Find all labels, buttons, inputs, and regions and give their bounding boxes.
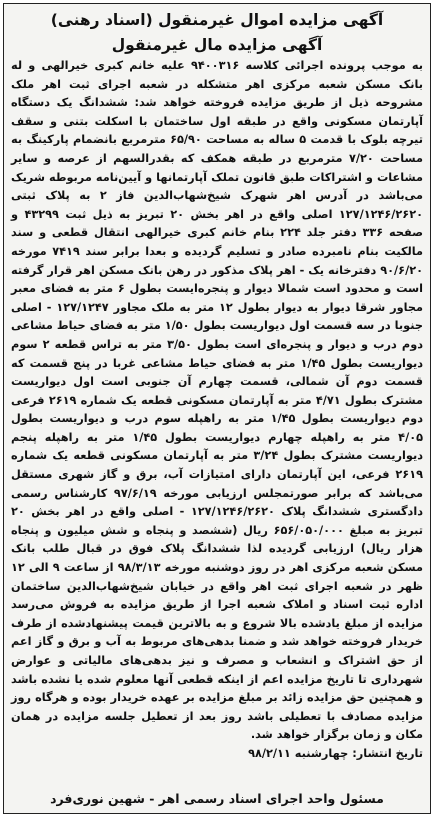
- auction-notice: [3, 3, 431, 814]
- notice-title-main: آگهی مزایده اموال غیرمنقول (اسناد رهنی): [50, 11, 384, 29]
- publication-date: تاریخ انتشار: چهارشنبه ۹۸/۲/۱۱: [248, 746, 423, 760]
- notice-body: به موجب پرونده اجرائی کلاسه ۹۴۰۰۳۱۶ علیه خانم کبری خیرالهی و له بانک مسکن شعبه مرکزی اهر متشکله در شعبه اجرای ثبت اهر ملک مشروحه ذیل از طریق مزایده فروخته خواهد شد: ششدانگ یک دستگاه آپارتمان مسکونی واقع در طبقه اول ساختمان با اسکلت بتنی و سقف تیرچه بلوک با قدمت ۵ ساله به مساحت ۶۵/۹۰ مترمربع بانضمام پارکینگ به مساحت ۷/۲۰ مترمربع در طبقه همکف که بقدرالسهم از عرصه و سایر مشاعات و اشتراکات طبق قانون تملک آپارتمانها و آیین‌نامه مربوطه شریک می‌باشد در آدرس اهر شهرک شیخ‌شهاب‌الدین فاز ۲ به پلاک ثبتی ۱۲۷/۱۲۴۶/۲۶۲۰ اصلی واقع در اهر بخش ۲۰ تبریز به ذیل ثبت ۴۳۲۹۹ و صفحه ۳۳۶ دفتر جلد ۲۲۴ بنام خانم کبری خیرالهی انتقال قطعی و سند مالکیت بنام نامبرده صادر و تسلیم گردیده و بعدا برابر سند ۷۴۱۹ مورخه ۹۰/۶/۲۰ دفترخانه یک - اهر پلاک مذکور در رهن بانک مسکن اهر قرار گرفته است و محدود است شمالا دیوار و پنجره‌ایست بطول ۶ متر به فضای معبر مجاور شرقا دیوار به دیوار بطول ۱۲ متر به ملک مجاور ۱۲۷/۱۲۴۷ - اصلی جنوبا در سه قسمت اول دیواریست بطول ۱/۵۰ متر به فضای حیاط مشاعی دوم درب و دیوار و پنجره‌ای است بطول ۳/۵۰ متر به تراس قطعه ۲ سوم دیواریست بطول ۱/۴۵ متر به فضای حیاط مشاعی غربا در پنج قسمت که قسمت دوم آن شمالی، قسمت چهارم آن جنوبی است اول دیواریست مشترک بطول ۴/۷۱ متر به آپارتمان مسکونی قطعه یک شماره ۲۶۱۹ فرعی دوم دیواریست بطول ۱/۴۵ متر به راهپله سوم درب و دیواریست بطول ۴/۰۵ متر به راهپله چهارم دیواریست بطول ۱/۴۵ متر به راهپله پنجم دیواریست مشترک بطول ۳/۲۴ متر به آپارتمان مسکونی قطعه یک شماره ۲۶۱۹ فرعی، این آپارتمان دارای امتیازات آب، برق و گاز شهری مستقل می‌باشد که برابر صورتمجلس ارزیابی مورخه ۹۷/۶/۱۹ کارشناس رسمی دادگستری ششدانگ پلاک ۱۲۷/۱۲۴۶/۲۶۲۰ - اصلی واقع در اهر بخش ۲۰ تبریز به مبلغ ۶۵۶/۰۵۰/۰۰۰ ریال (ششصد و پنجاه و شش میلیون و پنجاه هزار ریال) ارزیابی گردیده لذا ششدانگ پلاک فوق در قبال طلب بانک مسکن شعبه مرکزی اهر در روز دوشنبه مورخه ۹۸/۳/۱۳ از ساعت ۹ الی ۱۲ ظهر در شعبه اجرای ثبت اهر واقع در خیابان شیخ‌شهاب‌الدین ساختمان اداره ثبت اسناد و املاک شعبه اجرا از طریق مزایده به فروش می‌رسد مزایده از مبلغ یادشده بالا شروع و به بالاترین قیمت پیشنهادشده از طرف خریدار فروخته خواهد شد و ضمنا بدهی‌های مربوط به آب و برق و گاز اعم از حق اشتراک و انشعاب و مصرف و نیز بدهی‌های مالیاتی و عوارض شهرداری تا تاریخ مزایده اعم از اینکه قطعی آنها معلوم شده یا نشده باشد و همچنین حق مزایده زائد بر مبلغ مزایده بر عهده خریدار بوده و هرگاه روز مزایده مصادف با تعطیلی باشد روز بعد از تعطیل جلسه مزایده در همان مکان و زمان برگزار خواهد شد.: [11, 59, 424, 742]
- notice-title-sub: آگهی مزایده مال غیرمنقول: [111, 36, 323, 54]
- notice-signature: مسئول واحد اجرای اسناد رسمی اهر - شهین نوری‌فرد: [50, 791, 384, 806]
